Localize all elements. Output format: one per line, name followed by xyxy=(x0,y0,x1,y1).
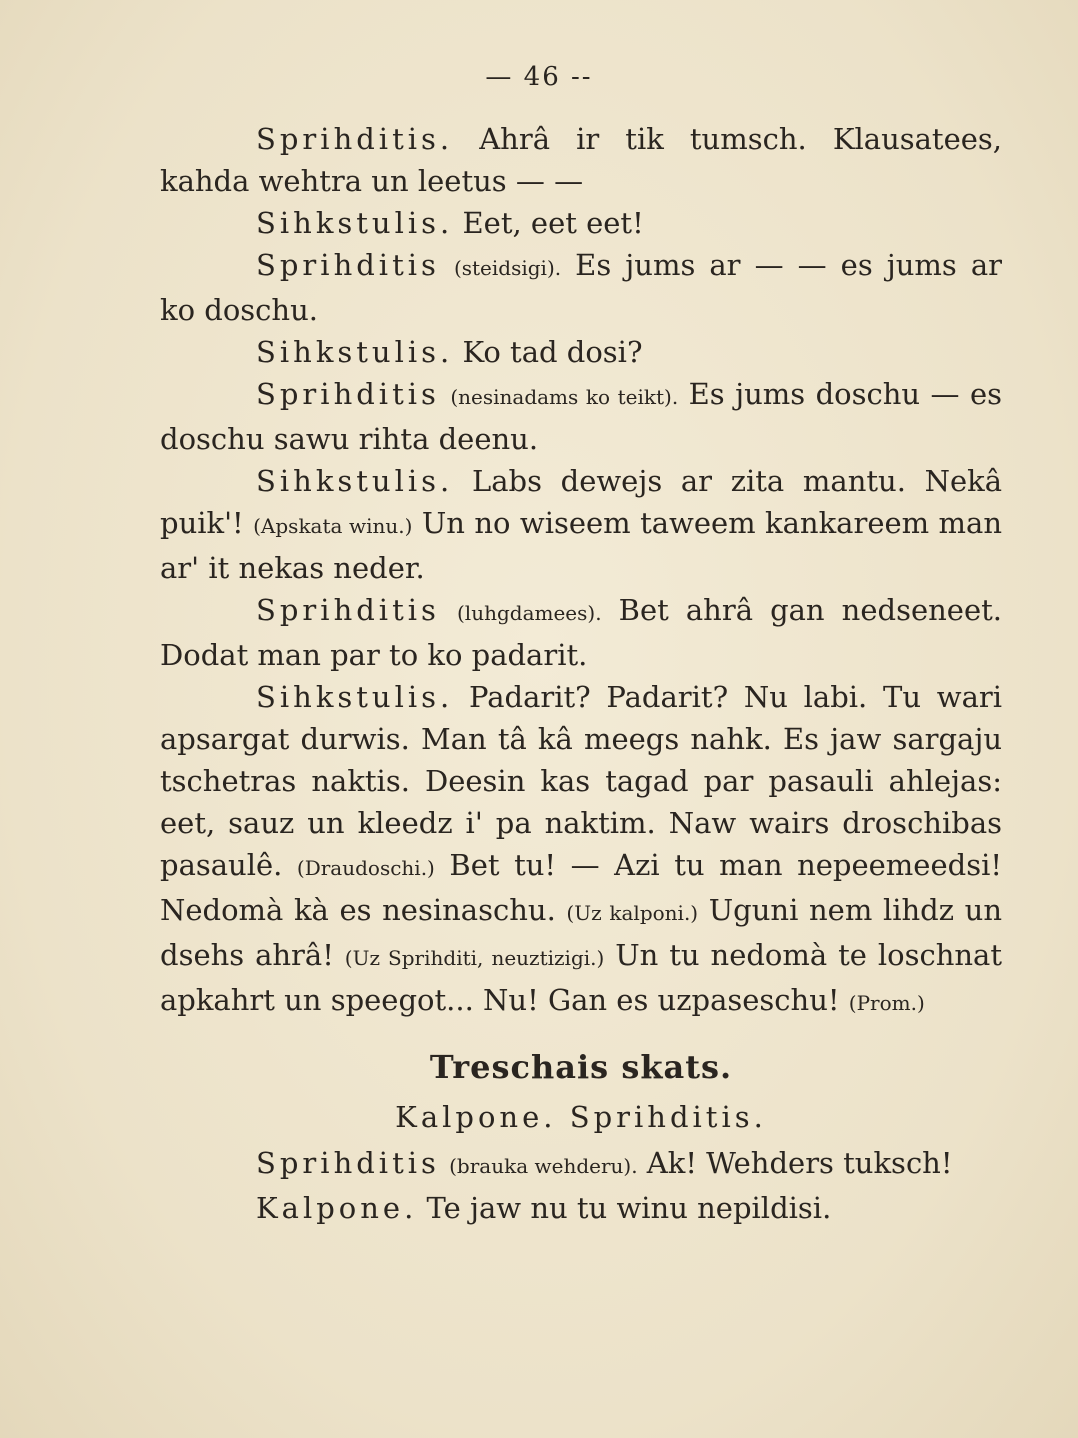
speaker-name: Sihkstulis. xyxy=(256,680,454,714)
stage-direction: (luhgdamees). xyxy=(457,601,602,625)
stage-direction: (Apskata winu.) xyxy=(253,514,413,538)
dialogue-text: Te jaw nu tu winu nepildisi. xyxy=(426,1191,832,1225)
dialogue-line xyxy=(160,202,1002,244)
dialogue-line xyxy=(160,589,1002,676)
dialogue-text: Ak! Wehders tuksch! xyxy=(646,1146,953,1180)
speaker-name: Sprihditis xyxy=(256,248,440,282)
body-text xyxy=(160,118,1002,1229)
speaker-name: Kalpone. xyxy=(256,1191,418,1225)
dialogue-line xyxy=(160,460,1002,589)
dialogue-text: Bet tu! — Azi tu man nepeemeedsi! Nedomà kà es nesinaschu. xyxy=(160,848,1003,927)
dialogue-text: Un tu nedomà te loschnat apkahrt un speegot... Nu! Gan es uzpaseschu! xyxy=(160,938,1002,1017)
dialogue-text: Padarit? Padarit? Nu labi. Tu wari apsargat durwis. Man tâ kâ meegs nahk. Es jaw sargaju tschetras naktis. Deesin kas tagad par pasauli ahlejas: eet, sauz un kleedz i' pa naktim. Naw wairs droschibas pasaulê. xyxy=(160,680,1002,882)
dialogue-line xyxy=(160,118,1002,202)
stage-direction: (Prom.) xyxy=(848,991,925,1015)
speaker-name: Sihkstulis. xyxy=(256,464,454,498)
dialogue-line xyxy=(160,1142,1002,1187)
speaker-name: Sihkstulis. xyxy=(256,206,454,240)
dialogue-line xyxy=(160,331,1002,373)
dialogue-line xyxy=(160,244,1002,331)
stage-direction: (steidsigi). xyxy=(453,256,562,280)
dialogue-text: Ahrâ ir tik tumsch. Klausatees, kahda wehtra un leetus — — xyxy=(160,122,1002,198)
speaker-name: Sprihditis xyxy=(256,377,440,411)
dialogue-text: Ko tad dosi? xyxy=(462,335,643,369)
speaker-name: Sprihditis xyxy=(256,1146,440,1180)
dialogue-text: Uguni nem lihdz un dsehs ahrâ! xyxy=(160,893,1002,972)
dialogue-text: Bet ahrâ gan nedseneet. Dodat man par to ko padarit. xyxy=(160,593,1003,672)
speaker-name: Sprihditis xyxy=(256,593,440,627)
cast-list: Kalpone. Sprihditis. xyxy=(395,1100,767,1134)
dialogue-text: Un no wiseem taweem kankareem man ar' it nekas neder. xyxy=(160,506,1003,585)
stage-direction: (nesinadams ko teikt). xyxy=(450,385,679,409)
dialogue-line xyxy=(160,676,1002,1024)
dialogue-text: Labs dewejs ar zita mantu. Nekâ puik'! xyxy=(160,464,1003,540)
dialogue-text: Eet, eet eet! xyxy=(462,206,644,240)
dialogue-line xyxy=(160,373,1002,460)
dialogue-text: Es jums doschu — es doschu sawu rihta deenu. xyxy=(160,377,1003,456)
stage-direction: (Uz kalponi.) xyxy=(566,901,699,925)
dialogue-text: Es jums ar — — es jums ar ko doschu. xyxy=(160,248,1002,327)
dialogue-line xyxy=(160,1187,1002,1229)
stage-direction: (brauka wehderu). xyxy=(449,1154,638,1178)
scene-heading: Treschais skats. xyxy=(429,1048,733,1086)
stage-direction: (Draudoschi.) xyxy=(296,856,435,880)
page-number: — 46 -- xyxy=(485,62,593,92)
speaker-name: Sihkstulis. xyxy=(256,335,454,369)
stage-direction: (Uz Sprihditi, neuztizigi.) xyxy=(344,946,605,970)
speaker-name: Sprihditis. xyxy=(256,122,454,156)
